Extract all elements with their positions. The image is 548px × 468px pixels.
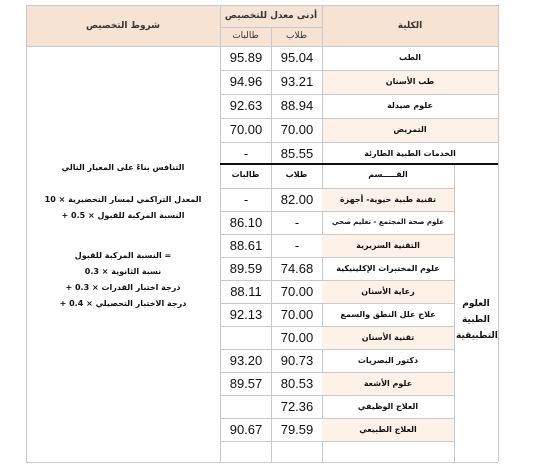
male-header: طلاب	[271, 27, 322, 46]
condition-line: التنافس بناءً على المعيار التالي	[61, 163, 185, 172]
college-name: علوم صيدلة	[387, 101, 433, 110]
department-name: تقنية طبية حيوية- أجهزة	[339, 195, 437, 204]
male-avg: 80.53	[280, 376, 314, 391]
condition-line: + 0.5 × النسبة المركبة للقبول	[61, 211, 185, 220]
male-subheader: طلاب	[285, 170, 308, 179]
condition-line: + 0.4 × درجة الاختبار التحصيلي	[59, 299, 187, 308]
male-avg: 74.68	[280, 261, 314, 276]
male-avg: -	[294, 238, 300, 253]
grid-line	[220, 418, 454, 419]
male-avg: 85.55	[280, 146, 314, 161]
grid-line	[26, 462, 498, 463]
grid-line	[26, 5, 498, 6]
college-name: طب الأسنان	[385, 77, 435, 86]
grid-line	[271, 27, 272, 462]
grid-line	[220, 349, 454, 350]
male-avg: 79.59	[280, 422, 314, 437]
department-name: علوم الأشعة	[363, 379, 413, 388]
male-avg: 70.00	[280, 307, 314, 322]
grid-line	[220, 257, 454, 258]
section-divider	[220, 163, 498, 165]
grid-line	[220, 188, 454, 189]
male-avg: 72.36	[280, 399, 314, 414]
department-name: رعاية الأسنان	[361, 287, 415, 296]
grid-line	[454, 164, 455, 462]
female-avg: 89.57	[229, 376, 263, 391]
male-avg: 88.94	[280, 98, 314, 113]
college-name: الخدمات الطبية الطارئة	[364, 149, 456, 158]
female-header: طالبات	[220, 27, 271, 46]
female-avg: 90.67	[229, 422, 263, 437]
grid-line	[220, 118, 498, 119]
college-name: التمريض	[393, 125, 427, 134]
male-avg: 70.00	[280, 122, 314, 137]
female-subheader: طالبات	[231, 170, 260, 179]
female-avg: 89.59	[229, 261, 263, 276]
grid-line	[220, 142, 498, 143]
grid-line	[220, 303, 454, 304]
department-subheader: القـــــسم	[368, 170, 408, 179]
department-name: العلاج الطبيعي	[359, 425, 417, 434]
department-name: دكتور البصريات	[357, 356, 419, 365]
department-name: التقنية السريرية	[356, 241, 420, 250]
conditions-header: شروط التخصيص	[26, 6, 220, 46]
female-avg: 92.63	[229, 98, 263, 113]
female-avg: -	[243, 146, 249, 161]
female-avg: 88.61	[229, 238, 263, 253]
male-avg: 70.00	[280, 330, 314, 345]
male-avg: 90.73	[280, 353, 314, 368]
grid-line	[220, 280, 454, 281]
female-avg: 94.96	[229, 74, 263, 89]
grid-line	[26, 5, 27, 462]
female-avg: 92.13	[229, 307, 263, 322]
college-applied-medical: العلوم الطبية التطبيقية	[456, 299, 498, 341]
female-avg: 88.11	[230, 284, 262, 299]
department-name: علوم المختبرات الإكلينيكية	[336, 264, 440, 273]
male-avg: 82.00	[280, 192, 314, 207]
grid-line	[26, 46, 498, 47]
grid-line	[220, 372, 454, 373]
college-header: الكلية	[322, 6, 498, 46]
grid-line	[220, 234, 454, 235]
grid-line	[220, 70, 498, 71]
male-avg: 93.21	[280, 74, 314, 89]
department-name: علوم صحة المجتمع - تعليم صحي	[331, 218, 445, 226]
condition-line: + 0.3 × درجة اختبار القدرات	[65, 283, 181, 292]
female-avg: 86.10	[229, 215, 263, 230]
condition-line: 10 × المعدل التراكمي لمسار التحضيرية	[44, 195, 202, 204]
female-avg: -	[243, 192, 249, 207]
condition-line: 0.3 × نسبة الثانوية	[84, 267, 162, 276]
grid-line	[220, 441, 454, 442]
department-name: العلاج الوظيفي	[357, 402, 419, 411]
male-avg: 95.04	[280, 50, 314, 65]
female-avg: 70.00	[229, 122, 263, 137]
grid-line	[220, 94, 498, 95]
male-avg: 70.00	[280, 284, 314, 299]
grid-line	[220, 395, 454, 396]
female-avg: 95.89	[229, 50, 263, 65]
female-avg: 93.20	[229, 353, 263, 368]
college-name: الطب	[398, 53, 421, 62]
condition-line: النسبة المركبة للقبول =	[74, 251, 172, 260]
department-name: علاج علل النطق والسمع	[340, 310, 436, 319]
male-avg: -	[294, 215, 300, 230]
grid-line	[220, 211, 454, 212]
grid-line	[498, 5, 499, 462]
grid-line	[220, 326, 454, 327]
min-avg-header: أدنى معدل للتخصيص	[220, 6, 322, 27]
department-name: تقنية الأسنان	[361, 333, 415, 342]
